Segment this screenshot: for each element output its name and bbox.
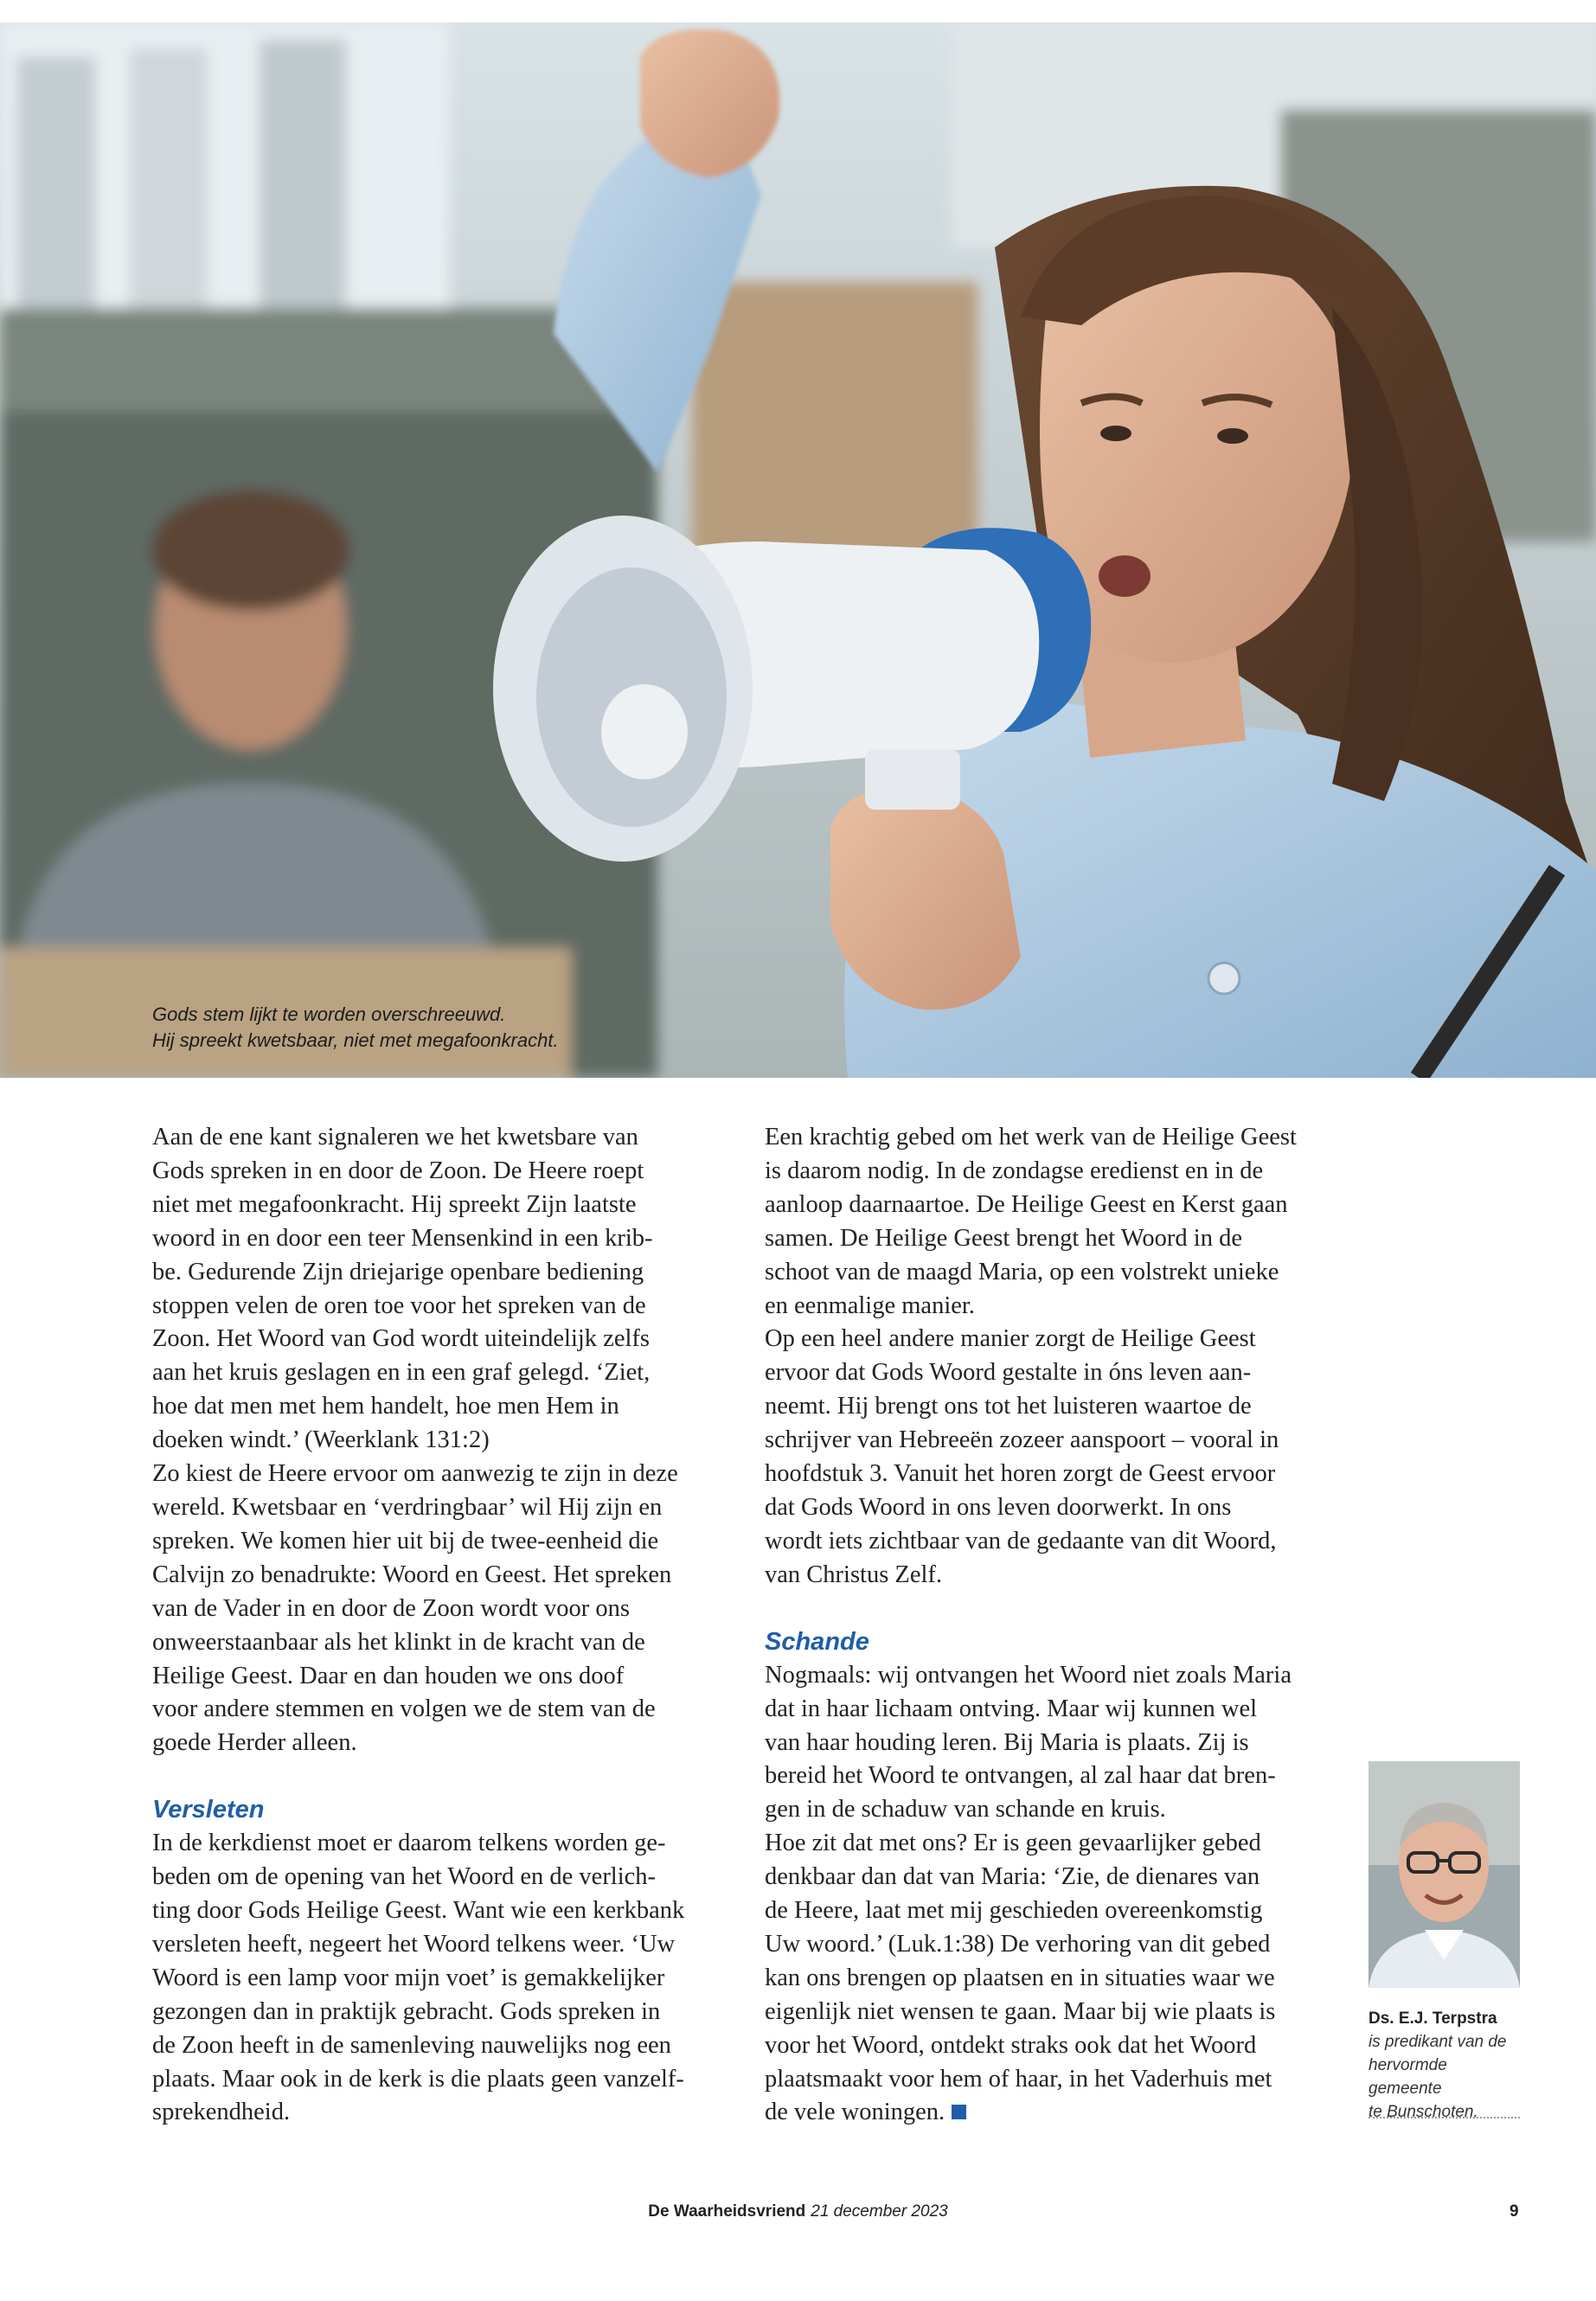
publication-name: De Waarheidsvriend bbox=[648, 2202, 806, 2221]
end-of-article-square-icon bbox=[952, 2105, 966, 2119]
caption-line-1: Gods stem lijkt te worden overschreeuwd. bbox=[152, 1003, 506, 1025]
protest-megaphone-photo bbox=[0, 22, 1596, 1078]
right-paragraph-3: Nogmaals: wij ontvangen het Woord niet zoals Maria dat in haar lichaam ontving. Maar wij kunnen wel van haar houding leren. Bij Maria is plaats. Zij is bereid het Woord te ontvangen, al zal haar dat bren- gen in de schaduw van schande en kruis. bbox=[765, 1661, 1292, 1823]
section-heading-schande: Schande bbox=[765, 1627, 869, 1656]
publication-date: 21 december 2023 bbox=[811, 2202, 948, 2221]
right-paragraph-2: Op een heel andere manier zorgt de Heilige Geest ervoor dat Gods Woord gestalte in óns leven aan- neemt. Hij brengt ons tot het luisteren waartoe de schrijver van Hebreeën zozeer aanspoort – vooral in hoofdstuk 3. Vanuit het horen zorgt de Geest ervoor dat Gods Woord in ons leven doorwerkt. In ons wordt iets zichtbaar van de gedaante van dit Woord, van Christus Zelf. bbox=[765, 1325, 1279, 1588]
author-info bbox=[1368, 2007, 1524, 2124]
left-column bbox=[152, 1121, 740, 2130]
author-divider bbox=[1368, 2117, 1520, 2118]
right-paragraph-4-text: Hoe zit dat met ons? Er is geen gevaarlijker gebed denkbaar dan dat van Maria: ‘Zie, de dienares van de Heere, laat met mij geschieden overeenkomstig Uw woord.’ (Luk.1:38) De verhoring van dit gebed kan ons brengen op plaatsen en in situaties waar we eigenlijk niet wensen te gaan. Maar bij wie plaats is voor het Woord, ontdekt straks ook dat het Woord plaatsmaakt voor hem of haar, in het Vaderhuis met de vele woningen. bbox=[765, 1830, 1276, 2126]
caption-line-2: Hij spreekt kwetsbaar, niet met megafoonkracht. bbox=[152, 1029, 559, 1051]
left-paragraph-2: Zo kiest de Heere ervoor om aanwezig te zijn in deze wereld. Kwetsbaar en ‘verdringbaar’ wil Hij zijn en spreken. We komen hier uit bij de twee-eenheid die Calvijn zo benadrukte: Woord en Geest. Het spreken van de Vader in en door de Zoon wordt voor ons onweerstaanbaar als het klinkt in de kracht van de Heilige Geest. Daar en dan houden we ons doof voor andere stemmen en volgen we de stem van de goede Herder alleen. bbox=[152, 1460, 678, 1757]
hero-photo bbox=[0, 22, 1596, 1078]
spacer bbox=[152, 1760, 740, 1793]
author-name: Ds. E.J. Terpstra bbox=[1368, 2009, 1497, 2028]
spacer bbox=[765, 1593, 1353, 1625]
author-role: is predikant van de hervormde gemeente te Bunschoten. bbox=[1368, 2033, 1507, 2121]
right-column bbox=[765, 1121, 1353, 2130]
left-paragraph-1: Aan de ene kant signaleren we het kwetsbare van Gods spreken in en door de Zoon. De Heere roept niet met megafoonkracht. Hij spreekt Zijn laatste woord in en door een teer Mensenkind in een krib- be. Gedurende Zijn driejarige openbare bediening stoppen velen de oren toe voor het spreken van de Zoon. Het Woord van God wordt uiteindelijk zelfs aan het kruis geslagen en in een graf gelegd. ‘Ziet, hoe dat men met hem handelt, hoe men Hem in doeken windt.’ (Weerklank 131:2) bbox=[152, 1124, 653, 1454]
right-paragraph-4 bbox=[765, 1827, 1353, 2130]
author-portrait-photo bbox=[1368, 1761, 1520, 1988]
section-heading-versleten: Versleten bbox=[152, 1796, 265, 1824]
left-paragraph-3: In de kerkdienst moet er daarom telkens worden ge- beden om de opening van het Woord en de verlich- ting door Gods Heilige Geest. Want wie een kerkbank versleten heeft, negeert het Woord telkens weer. ‘Uw Woord is een lamp voor mijn voet’ is gemakkelijker gezongen dan in praktijk gebracht. Gods spreken in de Zoon heeft in de samenleving nauwelijks nog een plaats. Maar ook in de kerk is die plaats geen vanzelf- sprekendheid. bbox=[152, 1830, 685, 2126]
photo-caption bbox=[152, 1002, 758, 1054]
footer-publication-line bbox=[0, 2202, 1596, 2221]
author-portrait bbox=[1368, 1761, 1520, 1988]
right-paragraph-1: Een krachtig gebed om het werk van de Heilige Geest is daarom nodig. In de zondagse eredienst en in de aanloop daarnaartoe. De Heilige Geest en Kerst gaan samen. De Heilige Geest brengt het Woord in de schoot van de maagd Maria, op een volstrekt unieke en eenmalige manier. bbox=[765, 1124, 1297, 1319]
page-number: 9 bbox=[1509, 2202, 1519, 2221]
